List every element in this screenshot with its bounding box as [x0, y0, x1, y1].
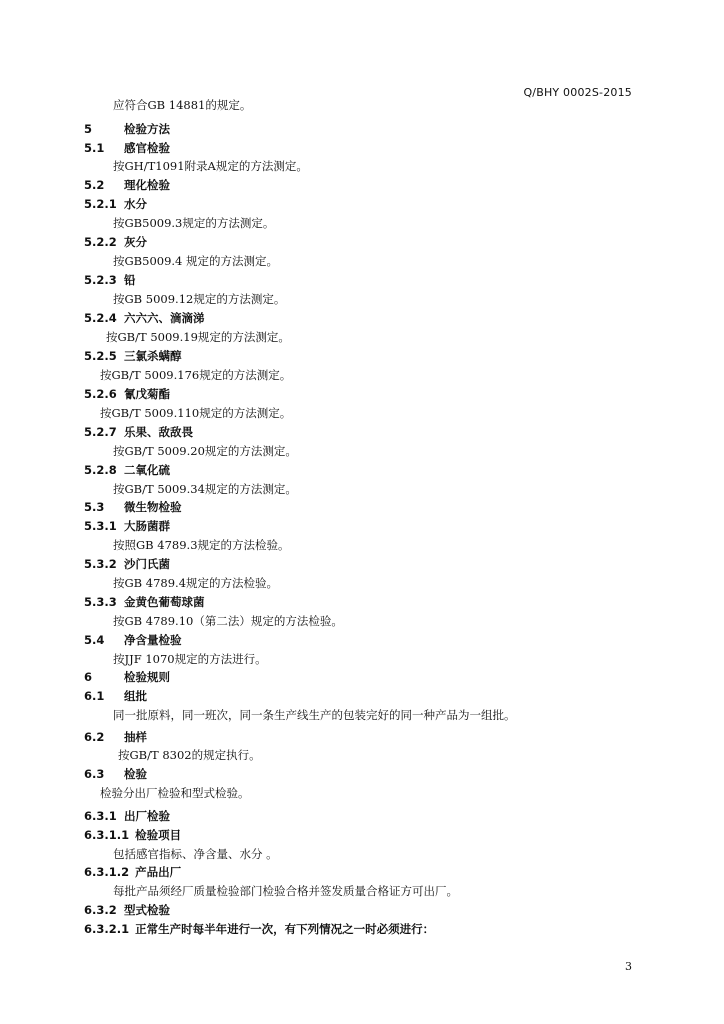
- section-title: 六六六、滴滴涕: [124, 311, 205, 325]
- section-number: 6.3.2: [84, 903, 117, 917]
- section-number: 6.1: [84, 689, 105, 703]
- section-number: 5.2.2: [84, 235, 117, 249]
- section-number: 6.3.1.2: [84, 865, 130, 879]
- section-title: 理化检验: [124, 178, 170, 192]
- section-heading: [84, 385, 170, 404]
- body-line: 按GB/T 5009.34规定的方法测定。: [113, 482, 297, 496]
- section-heading: [84, 120, 170, 139]
- section-number: 5.3.3: [84, 595, 117, 609]
- section-title: 微生物检验: [124, 500, 182, 514]
- section-heading: [84, 920, 434, 939]
- section-number: 5.2.6: [84, 387, 117, 401]
- body-line: 应符合GB 14881的规定。: [113, 98, 252, 112]
- body-line: 按GB/T 5009.176规定的方法测定。: [100, 368, 292, 382]
- section-title: 检验方法: [124, 122, 170, 136]
- section-title: 大肠菌群: [124, 519, 170, 533]
- section-heading: [84, 498, 182, 517]
- section-title: 二氧化硫: [124, 463, 170, 477]
- section-number: 5.2.1: [84, 197, 117, 211]
- section-heading: [84, 271, 136, 290]
- section-heading: [84, 347, 182, 366]
- section-number: 5.2.8: [84, 463, 117, 477]
- body-line: 按GB/T 5009.19规定的方法测定。: [106, 330, 290, 344]
- section-title: 金黄色葡萄球菌: [124, 595, 205, 609]
- section-heading: [84, 517, 170, 536]
- body-line: 按JJF 1070规定的方法进行。: [113, 652, 267, 666]
- section-heading: [84, 309, 205, 328]
- body-line: 按GB/T 5009.20规定的方法测定。: [113, 444, 297, 458]
- section-title: 检验项目: [135, 828, 182, 842]
- section-heading: [84, 807, 170, 826]
- body-line: 按GH/T1091附录A规定的方法测定。: [113, 159, 308, 173]
- section-number: 5.3.2: [84, 557, 117, 571]
- section-heading: [84, 593, 205, 612]
- section-heading: [84, 765, 147, 784]
- section-heading: [84, 195, 147, 214]
- section-title: 型式检验: [124, 903, 170, 917]
- section-heading: [84, 423, 193, 442]
- body-line: 每批产品须经厂质量检验部门检验合格并签发质量合格证方可出厂。: [113, 884, 458, 898]
- section-title: 氰戊菊酯: [124, 387, 170, 401]
- section-title: 沙门氏菌: [124, 557, 170, 571]
- body-line: 按GB/T 8302的规定执行。: [118, 748, 261, 762]
- section-heading: [84, 233, 147, 252]
- section-title: 感官检验: [124, 141, 170, 155]
- section-heading: [84, 139, 170, 158]
- section-title: 出厂检验: [124, 809, 170, 823]
- body-line: 包括感官指标、净含量、水分 。: [113, 847, 278, 861]
- section-number: 6: [84, 670, 93, 684]
- section-heading: [84, 555, 170, 574]
- section-title: 三氯杀螨醇: [124, 349, 182, 363]
- section-title: 正常生产时每半年进行一次，有下列情况之一时必须进行：: [135, 922, 435, 936]
- section-title: 净含量检验: [124, 633, 182, 647]
- section-heading: [84, 687, 147, 706]
- section-title: 铅: [124, 273, 136, 287]
- section-title: 产品出厂: [135, 865, 182, 879]
- body-line: 按GB/T 5009.110规定的方法测定。: [100, 406, 292, 420]
- section-number: 6.3.2.1: [84, 922, 130, 936]
- section-heading: [84, 176, 170, 195]
- body-line: 按照GB 4789.3规定的方法检验。: [113, 538, 290, 552]
- document-code: Q/BHY 0002S-2015: [523, 86, 632, 99]
- section-title: 乐果、敌敌畏: [124, 425, 193, 439]
- section-title: 水分: [124, 197, 147, 211]
- body-line: 按GB5009.4 规定的方法测定。: [113, 254, 279, 268]
- section-number: 5.4: [84, 633, 105, 647]
- section-title: 组批: [124, 689, 147, 703]
- section-title: 检验: [124, 767, 147, 781]
- body-line: 同一批原料，同一班次，同一条生产线生产的包装完好的同一种产品为一组批。: [113, 708, 516, 722]
- section-title: 检验规则: [124, 670, 170, 684]
- section-number: 5.2.3: [84, 273, 117, 287]
- section-number: 5.2.4: [84, 311, 117, 325]
- section-heading: [84, 631, 182, 650]
- section-number: 6.3: [84, 767, 105, 781]
- section-heading: [84, 461, 170, 480]
- section-number: 6.3.1.1: [84, 828, 130, 842]
- body-line: 按GB 5009.12规定的方法测定。: [113, 292, 286, 306]
- body-line: 按GB 4789.10（第二法）规定的方法检验。: [113, 614, 343, 628]
- section-title: 抽样: [124, 730, 147, 744]
- section-heading: [84, 863, 181, 882]
- body-line: 按GB 4789.4规定的方法检验。: [113, 576, 279, 590]
- section-heading: [84, 901, 170, 920]
- section-heading: [84, 826, 181, 845]
- section-number: 5.1: [84, 141, 105, 155]
- section-heading: [84, 728, 147, 747]
- section-number: 6.3.1: [84, 809, 117, 823]
- section-number: 5.2.7: [84, 425, 117, 439]
- body-line: 检验分出厂检验和型式检验。: [100, 786, 250, 800]
- section-number: 5.3: [84, 500, 105, 514]
- page-number: 3: [625, 960, 632, 973]
- section-heading: [84, 668, 170, 687]
- section-number: 6.2: [84, 730, 105, 744]
- section-number: 5.3.1: [84, 519, 117, 533]
- section-title: 灰分: [124, 235, 147, 249]
- section-number: 5: [84, 122, 93, 136]
- body-line: 按GB5009.3规定的方法测定。: [113, 216, 275, 230]
- section-number: 5.2.5: [84, 349, 117, 363]
- section-number: 5.2: [84, 178, 105, 192]
